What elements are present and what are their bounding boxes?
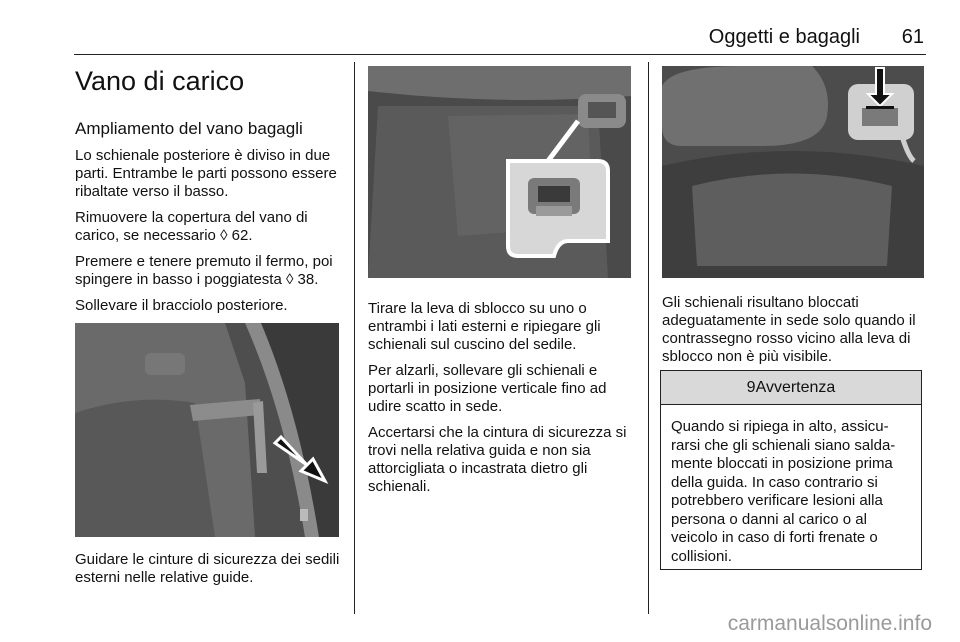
paragraph: Rimuovere la copertura del vano di carico, se necessario ◊ 62.	[75, 209, 308, 244]
release-lever-illustration	[368, 66, 631, 278]
warning-title: 9Avvertenza	[661, 371, 921, 405]
right-column	[662, 62, 926, 374]
latched-seat-illustration	[662, 66, 924, 278]
page-number: 61	[901, 26, 924, 48]
paragraph: Lo schienale posteriore è diviso in due parti. Entrambe le parti possono essere ribaltate verso il basso.	[75, 147, 337, 200]
header-divider	[74, 54, 926, 55]
middle-column	[368, 62, 634, 504]
paragraph: Sollevare il bracciolo posteriore.	[75, 297, 288, 314]
warning-text: Quando si ripiega in alto, assicu-rarsi che gli schienali siano salda-mente bloccati in posizione prima della guida. In caso contrario si potrebbero verificare lesioni alla persona o danni al carico o al veicolo in caso di forti frenate o collisioni.	[671, 418, 896, 565]
header-title: Oggetti e bagagli	[708, 26, 860, 48]
column-divider-1	[354, 62, 355, 614]
warning-box	[660, 370, 922, 570]
illustration-caption: Guidare le cinture di sicurezza dei sedili esterni nelle relative guide.	[75, 551, 340, 586]
paragraph: Accertarsi che la cintura di sicurezza si trovi nella relativa guida e non sia attorcigliata o incastrata dietro gli schienali.	[368, 424, 627, 495]
watermark: carmanualsonline.info	[727, 612, 932, 635]
section-title: Vano di carico	[75, 66, 245, 96]
section-subtitle: Ampliamento del vano bagagli	[75, 119, 303, 138]
left-column	[75, 62, 343, 595]
seatbelt-guide-illustration	[75, 323, 339, 537]
paragraph: Tirare la leva di sblocco su uno o entrambi i lati esterni e ripiegare gli schienali sul cuscino del sedile.	[368, 300, 601, 353]
column-divider-2	[648, 62, 649, 614]
paragraph: Gli schienali risultano bloccati adeguatamente in sede solo quando il contrassegno rosso vicino alla leva di sblocco non è più visibile.	[662, 294, 916, 365]
paragraph: Premere e tenere premuto il fermo, poi spingere in basso i poggiatesta ◊ 38.	[75, 253, 333, 288]
paragraph: Per alzarli, sollevare gli schienali e portarli in posizione verticale fino ad udire scatto in sede.	[368, 362, 607, 415]
